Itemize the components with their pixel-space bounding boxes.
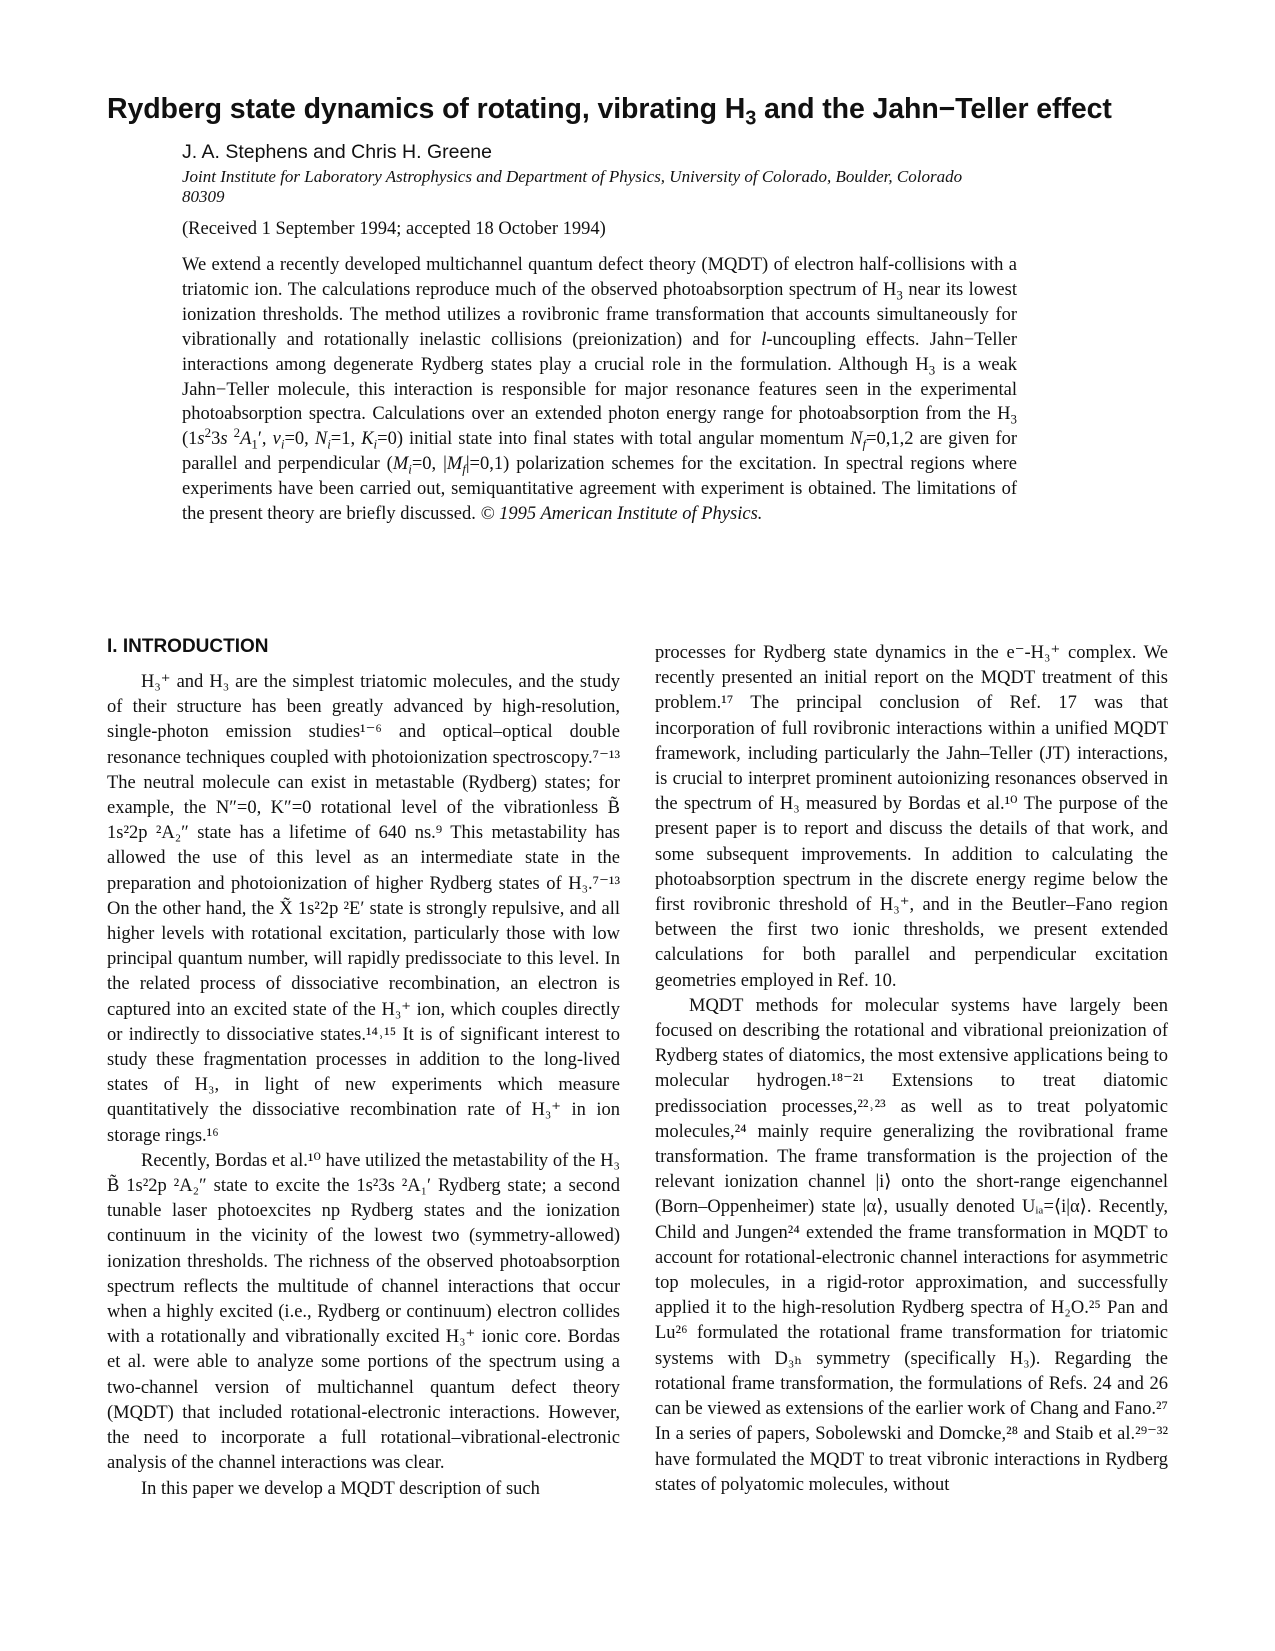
left-column [107, 636, 620, 1502]
right-column [655, 641, 1168, 1498]
abstract: We extend a recently developed multichannel quantum defect theory (MQDT) of electron half-collisions with a triatomic ion. The calculations reproduce much of the observed photoabsorption spectrum of $H_3$ near its lowest ionization thresholds. The method utilizes a rovibronic frame transformation that accounts simultaneously for vibrationally and rotationally inelastic collisions (preionization) and for l-uncoupling effects. Jahn−Teller interactions among degenerate Rydberg states play a crucial role in the formulation. Although $H_3$ is a weak Jahn−Teller molecule, this interaction is responsible for major resonance features seen in the experimental photoabsorption spectra. Calculations over an extended photon energy range for photoabsorption from the $H_3$ ($1s^23s$ $^2A_1'$, $v_i=0$, $N_i=1$, $K_i=0$) initial state into final states with total angular momentum $N_f=0,1,2$ are given for parallel and perpendicular ($M_i=0$, $|M_f|=0,1$) polarization schemes for the excitation. In spectral regions where experiments have been carried out, semiquantitative agreement with experiment is obtained. The limitations of the present theory are briefly discussed. © 1995 American Institute of Physics. [182, 255, 1018, 525]
received-dates: (Received 1 September 1994; accepted 18 October 1994) [182, 219, 606, 239]
paragraph: H₃⁺ and H₃ are the simplest triatomic molecules, and the study of their structure has been greatly advanced by high-resolution, single-photon emission studies¹⁻⁶ and optical–optical double resonance techniques coupled with photoionization spectroscopy.⁷⁻¹³ The neutral molecule can exist in metastable (Rydberg) states; for example, the N″=0, K″=0 rotational level of the vibrationless B̃ 1s²2p ²A₂″ state has a lifetime of 640 ns.⁹ This metastability has allowed the use of this level as an intermediate state in the preparation and photoionization of higher Rydberg states of H₃.⁷⁻¹³ On the other hand, the X̃ 1s²2p ²E′ state is strongly repulsive, and all higher levels with rotational excitation, particularly those with low principal quantum number, will rapidly predissociate to this level. In the related process of dissociative recombination, an electron is captured into an excited state of the H₃⁺ ion, which couples directly or indirectly to dissociative states.¹⁴˒¹⁵ It is of significant interest to study these fragmentation processes in addition to the long-lived states of H₃, in light of new experiments which measure quantitatively the dissociative recombination rate of H₃⁺ in ion storage rings.¹⁶ [107, 672, 620, 1146]
section-heading-introduction: I. INTRODUCTION [107, 636, 269, 657]
affiliation: Joint Institute for Laboratory Astrophysics and Department of Physics, University of Colorado, Boulder, Colorado 80309 [182, 167, 963, 206]
paper-title: Rydberg state dynamics of rotating, vibrating $H_3$ and the Jahn−Teller effect [107, 93, 1112, 130]
paragraph: processes for Rydberg state dynamics in the e⁻-H₃⁺ complex. We recently presented an initial report on the MQDT treatment of this problem.¹⁷ The principal conclusion of Ref. 17 was that incorporation of full rovibronic interactions within a unified MQDT framework, including particularly the Jahn–Teller (JT) interactions, is crucial to interpret prominent autoionizing resonances observed in the spectrum of H₃ measured by Bordas et al.¹⁰ The purpose of the present paper is to report and discuss the details of that work, and some subsequent improvements. In addition to calculating the photoabsorption spectrum in the discrete energy regime below the first rovibronic threshold of H₃⁺, and in the Beutler–Fano region between the first two ionic thresholds, we present extended calculations for both parallel and perpendicular excitation geometries employed in Ref. 10. [655, 643, 1168, 991]
paragraph: Recently, Bordas et al.¹⁰ have utilized the metastability of the H₃ B̃ 1s²2p ²A₂″ state to excite the 1s²3s ²A₁′ Rydberg state; a second tunable laser photoexcites np Rydberg states and the ionization continuum in the vicinity of the lowest two (symmetry-allowed) ionization thresholds. The richness of the observed photoabsorption spectrum reflects the multitude of channel interactions that occur when a highly excited (i.e., Rydberg or continuum) electron collides with a rotationally and vibrationally excited H₃⁺ ionic core. Bordas et al. were able to analyze some portions of the spectrum using a two-channel version of multichannel quantum defect theory (MQDT) that included rotational-electronic interactions. However, the need to incorporate a full rotational–vibrational-electronic analysis of the channel interactions was clear. [107, 1150, 620, 1474]
paragraph: In this paper we develop a MQDT description of such [141, 1478, 540, 1499]
authors: J. A. Stephens and Chris H. Greene [182, 141, 493, 163]
copyright: © 1995 American Institute of Physics. [480, 504, 763, 525]
paragraph: MQDT methods for molecular systems have largely been focused on describing the rotational and vibrational preionization of Rydberg states of diatomics, the most extensive applications being to molecular hydrogen.¹⁸⁻²¹ Extensions to treat diatomic predissociation processes,²²˒²³ as well as to treat polyatomic molecules,²⁴ mainly require generalizing the rovibrational frame transformation. The frame transformation is the projection of the relevant ionization channel |i⟩ onto the short-range eigenchannel (Born–Oppenheimer) state |α⟩, usually denoted Uᵢₐ=⟨i|α⟩. Recently, Child and Jungen²⁴ extended the frame transformation in MQDT to account for rotational-electronic channel interactions for asymmetric top molecules, in a rigid-rotor approximation, and successfully applied it to the high-resolution Rydberg spectra of H₂O.²⁵ Pan and Lu²⁶ formulated the rotational frame transformation for triatomic systems with D₃ₕ symmetry (specifically H₃). Regarding the rotational frame transformation, the formulations of Refs. 24 and 26 can be viewed as extensions of the earlier work of Chang and Fano.²⁷ In a series of papers, Sobolewski and Domcke,²⁸ and Staib et al.²⁹⁻³² have formulated the MQDT to treat vibronic interactions in Rydberg states of polyatomic molecules, without [655, 995, 1168, 1495]
